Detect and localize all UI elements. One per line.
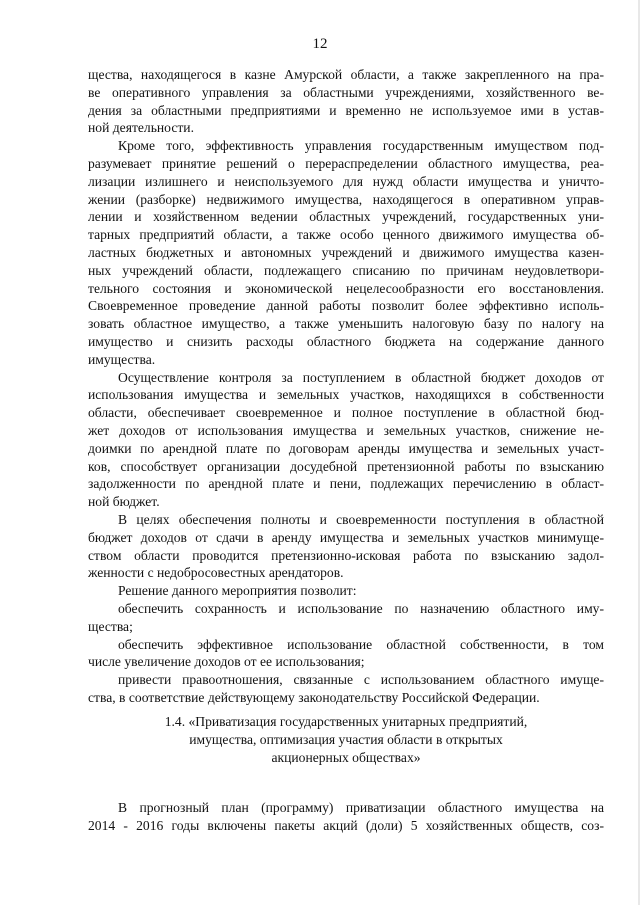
text-line: ве оперативного управления за областными учреждениями, хозяйственного ве- <box>88 84 604 100</box>
text-line: жет доходов от использования имущества и земельных участков, снижение не- <box>88 422 604 438</box>
text-line: ков, способствует организации досудебной претензионной работы по взысканию <box>88 458 604 474</box>
text-line: ластных бюджетных и автономных учреждений и движимого имущества казен- <box>88 244 604 260</box>
heading-line: 1.4. «Приватизация государственных унитарных предприятий, <box>164 714 528 729</box>
text-line: числе увеличение доходов от ее использования; <box>88 654 365 670</box>
text-line: ной бюджет. <box>88 494 160 510</box>
text-line: жении (разборке) недвижимого имущества, находящегося в оперативном управ- <box>88 191 604 207</box>
text-line: ных учреждений области, подлежащего списанию по причинам неудовлетвори- <box>88 262 604 278</box>
text-line: ства, в соответствие действующему законодательству Российской Федерации. <box>88 689 540 705</box>
text-line: имущество и снизить расходы областного бюджета на содержание данного <box>88 333 604 349</box>
text-line: области, обеспечивает своевременное и полное поступление в областной бюд- <box>88 405 604 421</box>
section-paragraph <box>88 799 604 835</box>
text-line: В прогнозный план (программу) приватизации областного имущества на <box>118 800 604 815</box>
text-line: ной деятельности. <box>88 120 194 136</box>
text-line: щества; <box>88 618 133 634</box>
text-line: тельного состояния и экономической нецелесообразности его восстановления. <box>88 280 604 296</box>
text-line: Осуществление контроля за поступлением в областной бюджет доходов от <box>118 369 604 385</box>
text-line: Решение данного мероприятия позволит: <box>118 583 357 599</box>
text-line: привести правоотношения, связанные с использованием областного имуще- <box>118 672 604 688</box>
text-line: В целях обеспечения полноты и своевременности поступления в областной <box>118 511 604 527</box>
text-line: обеспечить эффективное использование областной собственности, в том <box>118 636 604 652</box>
text-line: лении и хозяйственном ведении областных учреждений, государственных уни- <box>88 209 604 225</box>
text-line: зовать областное имущество, а также уменьшить налоговую базу по налогу на <box>88 316 604 332</box>
text-line: доимки по арендной плате по договорам аренды имущества и земельных участ- <box>88 440 604 456</box>
text-line: дения за областными предприятиями и временно не используемое ими в устав- <box>88 102 604 118</box>
text-line: разумевает принятие решений о перераспределении областного имущества, реа- <box>88 155 604 171</box>
heading-line: акционерных обществах» <box>271 750 421 765</box>
body-text <box>88 66 604 707</box>
text-line: тарных предприятий области, а также особо ценного движимого имущества об- <box>88 227 604 243</box>
text-line: Своевременное проведение данной работы позволит более эффективно исполь- <box>88 298 604 314</box>
section-heading <box>88 713 604 767</box>
text-line: обеспечить сохранность и использование по назначению областного иму- <box>118 600 604 616</box>
text-line: имущества. <box>88 351 156 367</box>
text-line: задолженности по арендной плате и пени, подлежащих перечислению в област- <box>88 476 604 492</box>
text-line: женности с недобросовестных арендаторов. <box>88 565 344 581</box>
page-number: 12 <box>312 36 328 52</box>
text-line: 2014 - 2016 годы включены пакеты акций (доли) 5 хозяйственных обществ, соз- <box>88 818 604 833</box>
text-line: ством области проводится претензионно-исковая работа по взысканию задол- <box>88 547 604 563</box>
heading-line: имущества, оптимизация участия области в открытых <box>189 732 503 747</box>
text-line: Кроме того, эффективность управления государственным имуществом под- <box>118 138 604 154</box>
text-line: использования имущества и земельных участков, находящихся в собственности <box>88 387 604 403</box>
text-line: бюджет доходов от сдачи в аренду имущества и земельных участков минимуще- <box>88 529 604 545</box>
text-line: щества, находящегося в казне Амурской области, а также закрепленного на пра- <box>88 67 604 82</box>
text-line: лизации излишнего и неиспользуемого для нужд области имущества и уничто- <box>88 173 604 189</box>
